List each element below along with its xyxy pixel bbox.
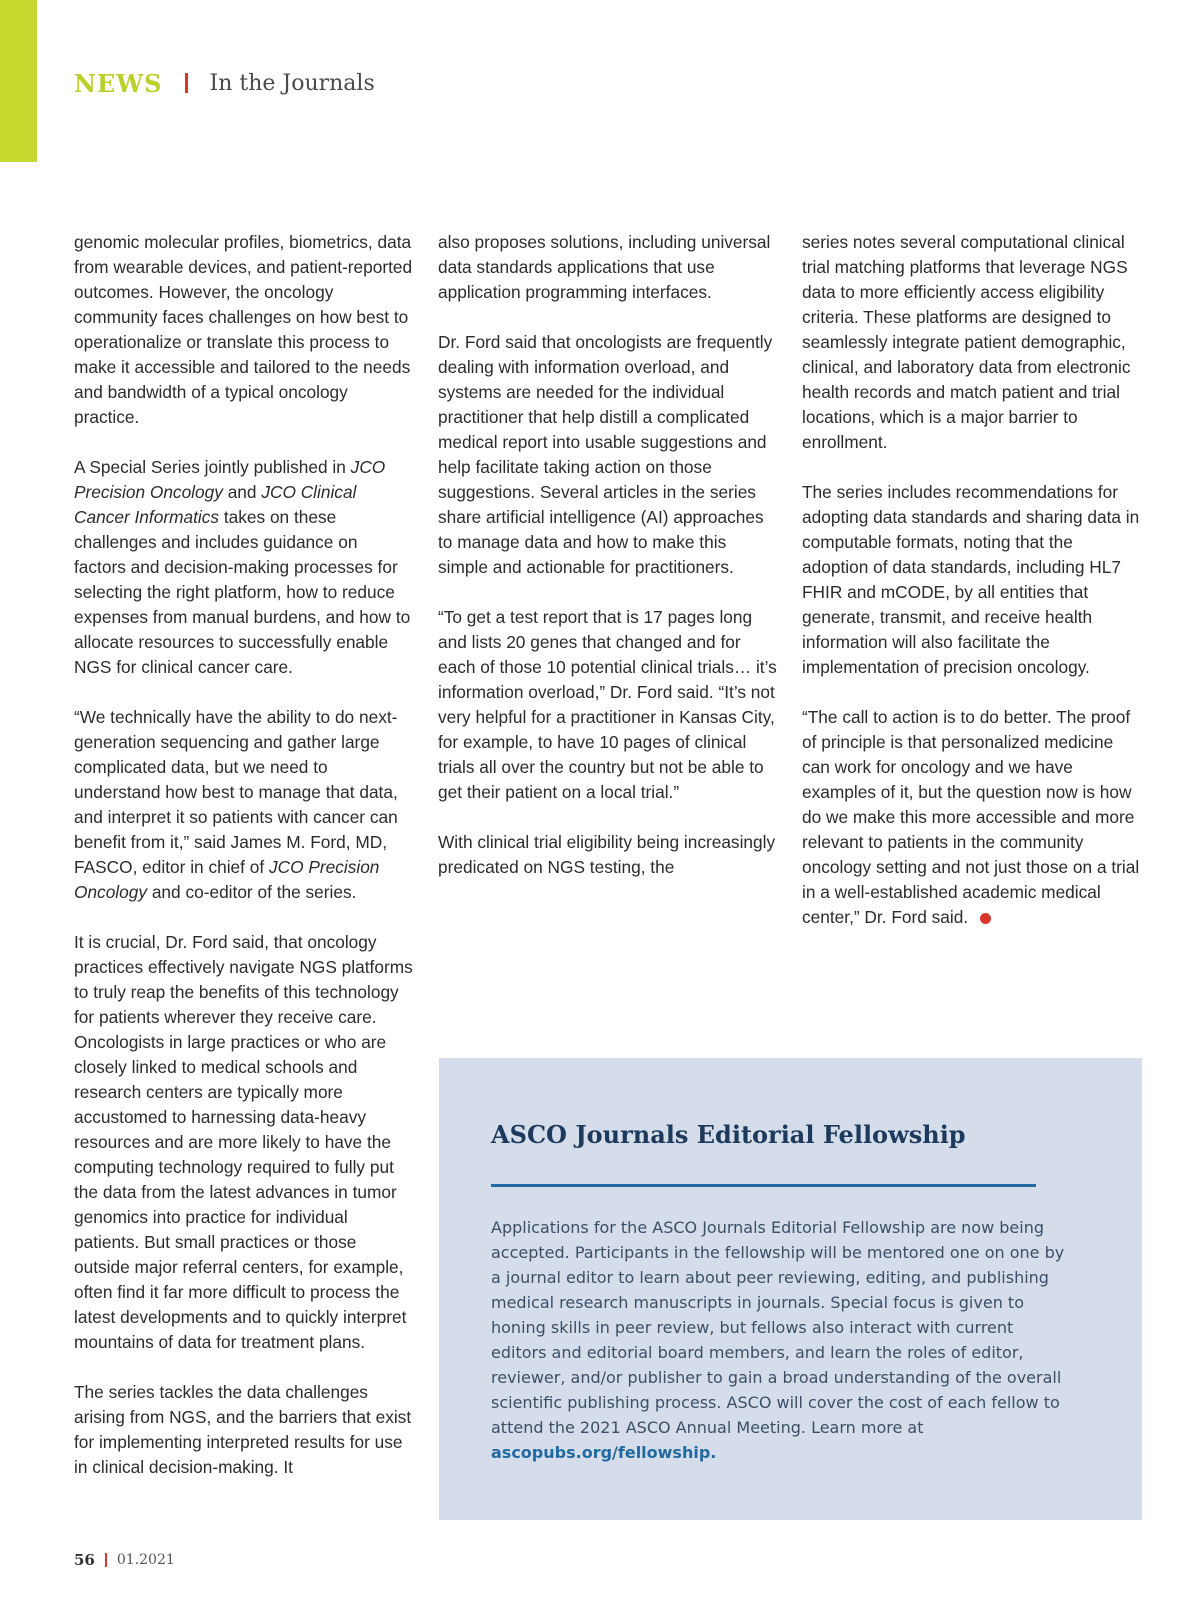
end-mark-icon	[980, 913, 991, 924]
sidebar-rule	[491, 1184, 1036, 1187]
page-footer	[74, 1551, 175, 1569]
journal-title: JCO Clinical Cancer Informatics	[74, 482, 357, 527]
paragraph: Dr. Ford said that oncologists are frequently dealing with information overload, and systems are needed for the individual practitioner that help distill a complicated medical report into usable suggestions and help facilitate taking action on those suggestions. Several articles in the series share artificial intelligence (AI) approaches to manage data and how to make this simple and actionable for practitioners.	[438, 332, 773, 577]
sidebar-body: Applications for the ASCO Journals Editorial Fellowship are now being accepted. Participants in the fellowship will be mentored one on one by a journal editor to learn about peer reviewing, editing, and publishing medical research manuscripts in journals. Special focus is given to honing skills in peer review, but fellows also interact with current editors and editorial board members, and learn the roles of editor, reviewer, and/or publisher to gain a broad understanding of the overall scientific publishing process. ASCO will cover the cost of each fellow to attend the 2021 ASCO Annual Meeting. Learn more at ascopubs.org/fellowship.	[491, 1218, 1065, 1462]
issue-date: 01.2021	[116, 1552, 175, 1568]
subsection-label: In the Journals	[209, 70, 375, 96]
article-column-2	[438, 230, 778, 880]
article-column-3	[802, 230, 1142, 930]
paragraph: series notes several computational clinical trial matching platforms that leverage NGS data to more efficiently access eligibility criteria. These platforms are designed to seamlessly integrate patient demographic, clinical, and laboratory data from electronic health records and match patient and trial locations, which is a major barrier to enrollment.	[802, 232, 1131, 452]
sidebar-title: ASCO Journals Editorial Fellowship	[491, 1120, 966, 1149]
page-number: 56	[74, 1551, 95, 1569]
paragraph: genomic molecular profiles, biometrics, data from wearable devices, and patient-reported outcomes. However, the oncology community faces challenges on how best to operationalize or translate this process to make it accessible and tailored to the needs and bandwidth of a typical oncology practice.	[74, 232, 413, 427]
paragraph: also proposes solutions, including universal data standards applications that use application programming interfaces.	[438, 232, 771, 302]
page-header	[74, 66, 375, 100]
paragraph: “The call to action is to do better. The proof of principle is that personalized medicine can work for oncology and we have examples of it, but the question now is how do we make this more accessible and more relevant to patients in the community oncology setting and not just those on a trial in a well-established academic medical center,” Dr. Ford said.	[802, 707, 1140, 927]
paragraph: A Special Series jointly published in JCO Precision Oncology and JCO Clinical Cancer Informatics takes on these challenges and includes guidance on factors and decision-making processes for selecting the right platform, how to reduce expenses from manual burdens, and how to allocate resources to successfully enable NGS for clinical cancer care.	[74, 457, 411, 677]
paragraph: The series tackles the data challenges arising from NGS, and the barriers that exist for implementing interpreted results for use in clinical decision-making. It	[74, 1382, 412, 1477]
journal-title: JCO Precision Oncology	[74, 457, 386, 502]
journal-title: JCO Precision Oncology	[74, 857, 380, 902]
accent-bar	[0, 0, 37, 162]
article-column-1	[74, 230, 414, 1480]
paragraph: It is crucial, Dr. Ford said, that oncology practices effectively navigate NGS platforms to truly reap the benefits of this technology for patients wherever they receive care. Oncologists in large practices or who are closely linked to medical schools and research centers are typically more accustomed to harnessing data-heavy resources and are more likely to have the computing technology required to fully put the data from the latest advances in tumor genomics into practice for individual patients. But small practices or those outside major referral centers, for example, often find it far more difficult to process the latest developments and to quickly interpret mountains of data for treatment plans.	[74, 932, 413, 1352]
paragraph: The series includes recommendations for adopting data standards and sharing data in computable formats, noting that the adoption of data standards, including HL7 FHIR and mCODE, by all entities that generate, transmit, and receive health information will also facilitate the implementation of precision oncology.	[802, 482, 1140, 677]
section-label: NEWS	[74, 68, 163, 98]
fellowship-link[interactable]: ascopubs.org/fellowship.	[491, 1443, 717, 1462]
fellowship-sidebar	[439, 1058, 1142, 1520]
header-divider	[185, 73, 188, 93]
footer-divider	[105, 1553, 107, 1567]
paragraph: “To get a test report that is 17 pages long and lists 20 genes that changed and for each of those 10 potential clinical trials… it’s information overload,” Dr. Ford said. “It’s not very helpful for a practitioner in Kansas City, for example, to have 10 pages of clinical trials all over the country but not be able to get their patient on a local trial.”	[438, 607, 777, 802]
paragraph: “We technically have the ability to do next-generation sequencing and gather large complicated data, but we need to understand how best to manage that data, and interpret it so patients with cancer can benefit from it,” said James M. Ford, MD, FASCO, editor in chief of JCO Precision Oncology and co-editor of the series.	[74, 707, 398, 902]
paragraph: With clinical trial eligibility being increasingly predicated on NGS testing, the	[438, 832, 776, 877]
